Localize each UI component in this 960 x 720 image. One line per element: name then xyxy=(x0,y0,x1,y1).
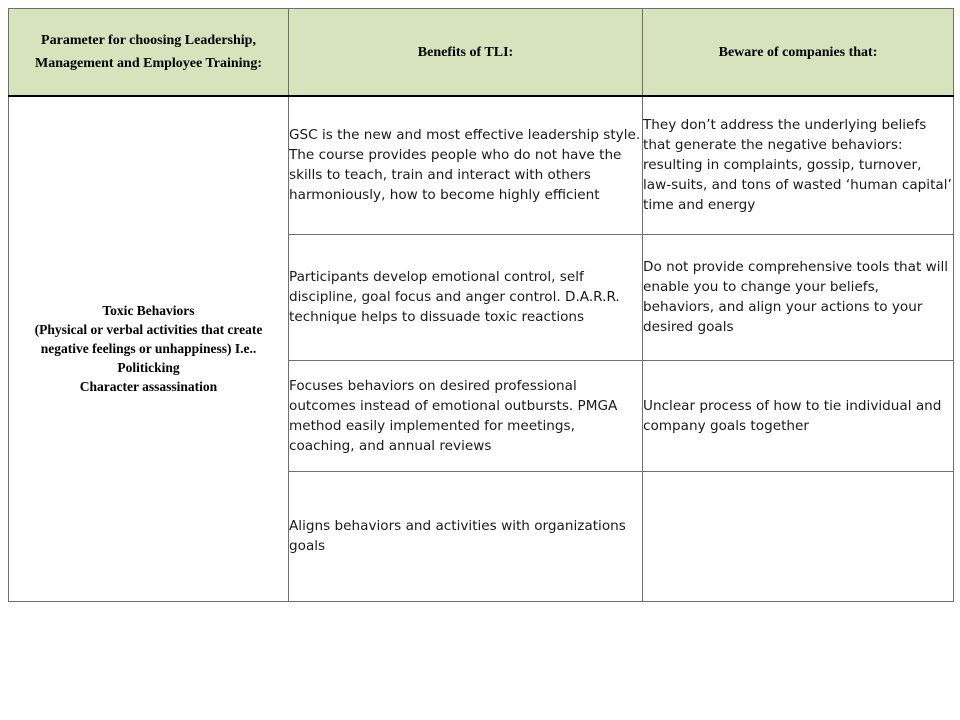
parameter-line: (Physical or verbal activities that create xyxy=(34,322,263,338)
benefit-cell: Aligns behaviors and activities with organizations goals xyxy=(289,471,643,601)
benefit-cell: Participants develop emotional control, self discipline, goal focus and anger control. D.A.R.R. technique helps to dissuade toxic reactions xyxy=(289,234,643,360)
parameter-cell xyxy=(9,96,289,601)
parameter-line: Politicking xyxy=(117,360,180,376)
header-beware: Beware of companies that: xyxy=(643,9,954,97)
table-row xyxy=(9,96,954,234)
header-parameter-line1: Parameter for choosing Leadership, xyxy=(41,33,256,48)
beware-cell: Unclear process of how to tie individual and company goals together xyxy=(643,360,954,471)
beware-cell: Do not provide comprehensive tools that will enable you to change your beliefs, behaviors, and align your actions to your desired goals xyxy=(643,234,954,360)
comparison-table xyxy=(8,8,954,602)
header-parameter-line2: Management and Employee Training: xyxy=(35,56,262,71)
header-parameter xyxy=(9,9,289,97)
parameter-line: Character assassination xyxy=(79,379,218,395)
beware-cell xyxy=(643,471,954,601)
parameter-title: Toxic Behaviors xyxy=(102,303,195,319)
beware-cell: They don’t address the underlying beliefs that generate the negative behaviors: resulting in complaints, gossip, turnover, law-suits, and tons of wasted ‘human capital’ time and energy xyxy=(643,96,954,234)
benefit-cell: GSC is the new and most effective leadership style. The course provides people who do not have the skills to teach, train and interact with others harmoniously, how to become highly efficient xyxy=(289,96,643,234)
header-benefits: Benefits of TLI: xyxy=(289,9,643,97)
parameter-line: negative feelings or unhappiness) I.e.. xyxy=(40,341,257,357)
benefit-cell: Focuses behaviors on desired professional outcomes instead of emotional outbursts. PMGA method easily implemented for meetings, coaching, and annual reviews xyxy=(289,360,643,471)
header-row xyxy=(9,9,954,97)
